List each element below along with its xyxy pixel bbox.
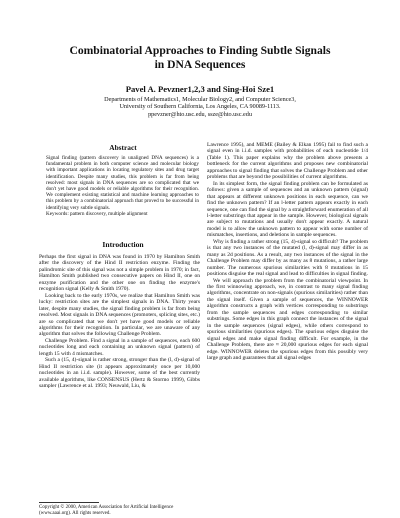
abstract-text [46,155,199,217]
paragraph: Such a (15, 4)-signal is rather strong, stronger than the (l, d)-signal of Hind II restriction site (it appears approximately once per 10,000 nucleotides in an i.i.d. sample). However, some of the best currently available algorithms, like CONSENSUS (Hertz & Stormo 1999), Gibbs sampler (Lawrence et al. 1993; Neuwald, Liu, & [39,357,200,390]
paragraph: Challenge Problem. Find a signal in a sample of sequences, each 600 nucleotides long and each containing an unknown signal (pattern) of length 15 with 4 mismatches. [39,337,200,357]
paragraph: Lawrence 1995), and MEME (Bailey & Elkan 1995) fail to find such a signal even in i.i.d. samples with probabilities of each nucleotide 1/4 (Table 1). This paper explains why the problem above presents a bottleneck for the current algorithms and proposes new combinatorial approaches to signal finding that solves the Challenge Problem and other problems that are beyond the possibilities of current algorithms. [207,142,368,181]
right-column-body [207,142,368,361]
affiliation [0,96,400,118]
abstract-heading: Abstract [109,143,137,152]
copyright-notice: Copyright © 2000, American Association for Artificial Intelligence (www.aaai.org). All rights reserved. [39,505,174,516]
abstract-body: Signal finding (pattern discovery in unaligned DNA sequences) is a fundamental problem in both computer science and molecular biology with important applications in locating regulatory sites and drug target identification. Despite many studies, this problem is far from being resolved: most signals in DNA sequences are so complicated that we don't yet have good models or reliable algorithms for their recognition. We complement existing statistical and machine learning approaches to this problem by a combinatorial approach that proved to be successful in identifying very subtle signals. [46,155,199,211]
intro-heading: Introduction [102,240,144,249]
affiliation-line-1: Departments of Mathematics1, Molecular Biology2, and Computer Science3, [104,96,296,103]
affiliation-line-2: University of Southern California, Los Angeles, CA 90089-1113. [119,103,281,111]
paper-title [0,44,400,72]
paragraph: We will approach the problem from the combinatorial viewpoint. In the first winnowing approach, we, in contrast to many signal finding algorithms, concentrate on non-signals (spurious similarities) rather than the signal itself. Given a sample of sequences, the WINNOWER algorithm constructs a graph with vertices corresponding to substrings from the sample sequences and edges corresponding to similar substrings. Some edges in this graph connect the instances of the signal in the sample sequences (signal edges), while others correspond to spurious similarities (spurious edges). The spurious edges disguise the signal edges and make signal finding difficult. For example, in the Challenge Problem, there are ≈ 20,000 spurious edges for each signal edge. WINNOWER deletes the spurious edges from this possibly very large graph and guarantees that all signal edges [207,277,368,361]
author-emails: ppevzner@hto.usc.edu, ssze@hto.usc.edu [148,110,252,118]
paragraph: In its simplest form, the signal finding problem can be formulated as follows: given a sample of sequences and an unknown pattern (signal) that appears at different unknown positions in each sequence, can we find the unknown pattern? If an l-letter pattern appears exactly in each sequence, one can find the signal by a straightforward enumeration of all l-letter substrings that appear in the sample. However, biological signals are subject to mutations and usually don't appear exactly. A natural model is to allow the unknown pattern to appear with some number of mismatches, insertions, and deletions in sample sequences. [207,180,368,239]
paragraph: Perhaps the first signal in DNA was found in 1970 by Hamilton Smith after the discovery of the Hind II restriction enzyme. Finding the palindromic site of this signal was not a simple problem in 1970; in fact, Hamilton Smith published two consecutive papers on Hind II, one on enzyme purification and the other one on finding the enzyme's recognition signal (Kelly & Smith 1970). [39,254,200,293]
keywords: Keywords: pattern discovery, multiple alignment [46,210,148,217]
paragraph: Why is finding a rather strong (15, 4)-signal so difficult? The problem is that any two instances of the mutated (l, d)-signal may differ in as many as 2d positions. As a result, any two instances of the signal in the Challenge Problem may differ by as many as 8 mutations, a rather large number. The numerous spurious similarities with 8 mutations in 15 positions disguise the real signal and lead to difficulties in signal finding. [207,238,368,278]
paragraph: Looking back to the early 1970s, we realize that Hamilton Smith was lucky: restriction sites are the simplest signals in DNA. Thirty years later, despite many studies, the signal finding problem is far from being resolved. Most signals in DNA sequences (promoters, splicing sites, etc.) are so complicated that we don't yet have good models or reliable algorithms for their recognition. In particular, we are unaware of any algorithm that solves the following Challenge Problem. [39,292,200,338]
title-line-1: Combinatorial Approaches to Finding Subtle Signals [69,44,331,57]
left-column-body [39,254,200,390]
title-line-2: in DNA Sequences [154,58,246,71]
footnote-rule [39,502,99,503]
author-list: Pavel A. Pevzner1,2,3 and Sing-Hoi Sze1 [125,84,275,94]
